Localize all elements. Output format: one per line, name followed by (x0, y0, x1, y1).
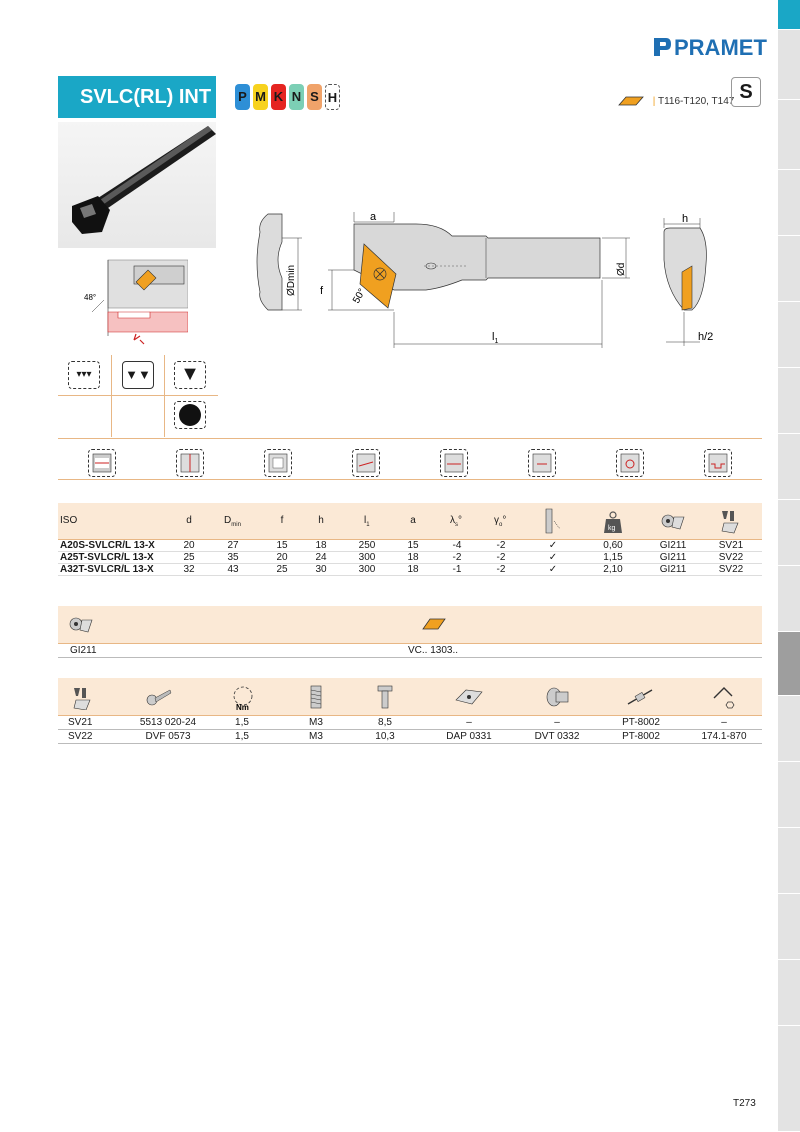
side-tab[interactable] (778, 170, 800, 236)
cell-coolant: ✓ (548, 564, 558, 575)
cell-sv: SV21 (718, 540, 744, 551)
cell-torque: 1,5 (235, 731, 249, 742)
side-tab[interactable] (778, 500, 800, 566)
clamp-insert-icon (68, 612, 94, 638)
cell-sv: SV22 (718, 552, 744, 563)
col-iso: ISO (60, 515, 78, 526)
cell-f: 20 (276, 552, 288, 563)
cell-l1: 300 (358, 564, 376, 575)
tool-table-body (58, 540, 762, 576)
section-letter: S (731, 77, 761, 107)
angle-50-label: 50° (351, 286, 369, 306)
cell-h: 18 (315, 540, 327, 551)
material-m: M (253, 84, 268, 110)
spare-parts-icon (70, 684, 94, 710)
clamp-insert-icon (660, 509, 686, 535)
cell-coolant: ✓ (548, 552, 558, 563)
cell-f: 15 (276, 540, 288, 551)
cell-gi: GI211 (659, 564, 687, 575)
side-tab[interactable] (778, 236, 800, 302)
cell-shim-screw: DVT 0332 (534, 731, 580, 742)
side-tab[interactable] (778, 368, 800, 434)
material-h: H (325, 84, 340, 110)
op-plunge-icon[interactable] (616, 449, 644, 477)
dim-h2-label: h/2 (698, 331, 714, 343)
cell-length: 10,3 (375, 731, 395, 742)
angle-48-label: 48° (84, 293, 97, 302)
circle-filled-icon (175, 402, 205, 428)
side-tab[interactable] (778, 1026, 800, 1132)
roughing-condition-box (174, 401, 206, 429)
col-a: a (410, 515, 416, 526)
insert-reference (618, 96, 734, 107)
dmin-label: ØDmin (286, 264, 297, 296)
cell-insert-type: VC.. 1303.. (407, 645, 459, 656)
dim-d-label: Ød (616, 262, 627, 276)
brand-logo-icon (652, 36, 672, 58)
cell-kg: 2,10 (603, 564, 623, 575)
cutting-angle-drawing (78, 256, 188, 348)
op-facing-icon[interactable] (176, 449, 204, 477)
screw-length-icon (376, 684, 394, 710)
material-k: K (271, 84, 286, 110)
side-tab-active[interactable] (778, 0, 800, 30)
col-gamma: $\gamma_o^\circ$ (494, 515, 507, 528)
col-d: d (186, 515, 192, 526)
cell-dmin: 27 (227, 540, 239, 551)
cell-h: 30 (315, 564, 327, 575)
cell-a: 18 (407, 564, 419, 575)
cell-gi: GI211 (659, 540, 687, 551)
tool-table-header (58, 503, 762, 540)
col-f: f (280, 515, 284, 526)
thread-icon (308, 684, 324, 710)
dim-h-label: h (682, 213, 689, 225)
tool-table (58, 503, 762, 576)
cell-length: 8,5 (378, 717, 392, 728)
tool-dimension-drawing (230, 200, 730, 360)
material-groups (235, 84, 340, 112)
side-tab[interactable] (778, 302, 800, 368)
cell-go: -2 (496, 564, 506, 575)
op-grooving-icon[interactable] (704, 449, 732, 477)
side-tab[interactable] (778, 828, 800, 894)
cell-screw: DVF 0573 (145, 731, 191, 742)
cell-gi-code: GI211 (70, 645, 97, 656)
cell-dmin: 43 (227, 564, 239, 575)
cell-h: 24 (315, 552, 327, 563)
table-row[interactable] (58, 644, 762, 658)
torque-icon (230, 684, 256, 712)
side-tab[interactable] (778, 696, 800, 762)
medium-cut-icon: ▼▼ (122, 361, 154, 389)
table-row[interactable] (58, 730, 762, 744)
side-tab[interactable] (778, 762, 800, 828)
col-dmin: $D_{min}$ (224, 515, 241, 528)
cell-key: PT-8002 (622, 717, 660, 728)
material-p: P (235, 84, 250, 110)
cell-iso: A25T-SVLCR/L 13-X (60, 552, 154, 563)
coolant-icon (542, 507, 564, 535)
side-tab-strip (778, 0, 800, 1132)
cell-d: 25 (183, 552, 195, 563)
weight-icon (602, 509, 624, 535)
insert-shape-icon (618, 96, 644, 106)
cell-shim: – (466, 717, 472, 728)
screw-icon (146, 686, 172, 708)
material-s: S (307, 84, 322, 110)
clamp-table (58, 606, 762, 658)
cell-iso: A32T-SVLCR/L 13-X (60, 564, 154, 575)
cell-go: -2 (496, 540, 506, 551)
spare-parts-table (58, 678, 762, 744)
op-internal-turning-icon[interactable] (88, 449, 116, 477)
side-tab[interactable] (778, 566, 800, 632)
dim-f-label: f (320, 285, 324, 297)
cell-f: 25 (276, 564, 288, 575)
cell-d: 20 (183, 540, 195, 551)
cell-kg: 1,15 (603, 552, 623, 563)
op-taper-icon[interactable] (352, 449, 380, 477)
cell-thread: M3 (309, 731, 323, 742)
cell-key: PT-8002 (622, 731, 660, 742)
brand-name: PRAMET (674, 35, 767, 60)
cell-go: -2 (496, 552, 506, 563)
hex-key-icon (710, 684, 736, 710)
cell-sv-code: SV22 (68, 731, 93, 742)
col-l1: $l_1$ (364, 515, 370, 528)
cell-ls: -4 (452, 540, 462, 551)
cell-sv-code: SV21 (68, 717, 93, 728)
cell-sv: SV22 (718, 564, 744, 575)
cell-ls: -2 (452, 552, 462, 563)
side-tab[interactable] (778, 894, 800, 960)
dim-l1-label: $l_1$ (492, 331, 499, 345)
cell-screw: 5513 020-24 (139, 717, 197, 728)
shim-screw-icon (544, 684, 570, 710)
cell-l1: 300 (358, 552, 376, 563)
insert-shape-icon (422, 618, 446, 630)
spare-parts-header (58, 678, 762, 716)
cell-gi: GI211 (659, 552, 687, 563)
table-row[interactable] (58, 552, 762, 564)
side-tab[interactable] (778, 30, 800, 100)
cutting-conditions-grid (58, 355, 762, 437)
page-number: T273 (733, 1098, 756, 1109)
cell-coolant: ✓ (548, 540, 558, 551)
side-tab[interactable] (778, 100, 800, 170)
cell-d: 32 (183, 564, 195, 575)
cell-torque: 1,5 (235, 717, 249, 728)
col-h: h (318, 515, 324, 526)
side-tab[interactable] (778, 960, 800, 1026)
side-tab[interactable] (778, 434, 800, 500)
boring-bar-photo-icon (58, 122, 216, 248)
op-bore-icon[interactable] (264, 449, 292, 477)
clamp-table-header (58, 606, 762, 644)
cell-ls: -1 (452, 564, 462, 575)
heavy-cut-icon: ▼ (174, 361, 206, 389)
cell-hex: 174.1-870 (701, 731, 747, 742)
cell-shim-screw: – (554, 717, 560, 728)
op-chamfer-icon[interactable] (528, 449, 556, 477)
col-lambda: $\lambda_s^\circ$ (450, 515, 462, 528)
light-cut-icon: ▾▾▾ (68, 361, 100, 389)
cell-thread: M3 (309, 717, 323, 728)
cell-a: 15 (407, 540, 419, 551)
weight-unit: kg (608, 525, 616, 532)
cell-kg: 0,60 (603, 540, 623, 551)
cell-dmin: 35 (227, 552, 239, 563)
table-row[interactable] (58, 564, 762, 576)
brand-logo (652, 34, 767, 60)
spare-parts-icon (718, 507, 742, 535)
table-row[interactable] (58, 540, 762, 552)
cell-l1: 250 (358, 540, 376, 551)
table-row[interactable] (58, 716, 762, 730)
dim-a-label: a (370, 211, 377, 223)
op-profile-icon[interactable] (440, 449, 468, 477)
material-n: N (289, 84, 304, 110)
separator: | (652, 96, 656, 107)
operations-row (58, 438, 762, 480)
cell-shim: DAP 0331 (446, 731, 492, 742)
cell-hex: – (721, 717, 727, 728)
torque-unit: Nm (236, 703, 249, 712)
cell-a: 18 (407, 552, 419, 563)
side-tab-current[interactable] (778, 632, 800, 696)
product-photo (58, 122, 216, 248)
key-icon (626, 686, 656, 708)
page-title: SVLC(RL) INT (58, 76, 216, 118)
insert-pages: T116-T120, T147 (658, 96, 735, 107)
shim-icon (454, 688, 484, 706)
cell-iso: A20S-SVLCR/L 13-X (60, 540, 155, 551)
